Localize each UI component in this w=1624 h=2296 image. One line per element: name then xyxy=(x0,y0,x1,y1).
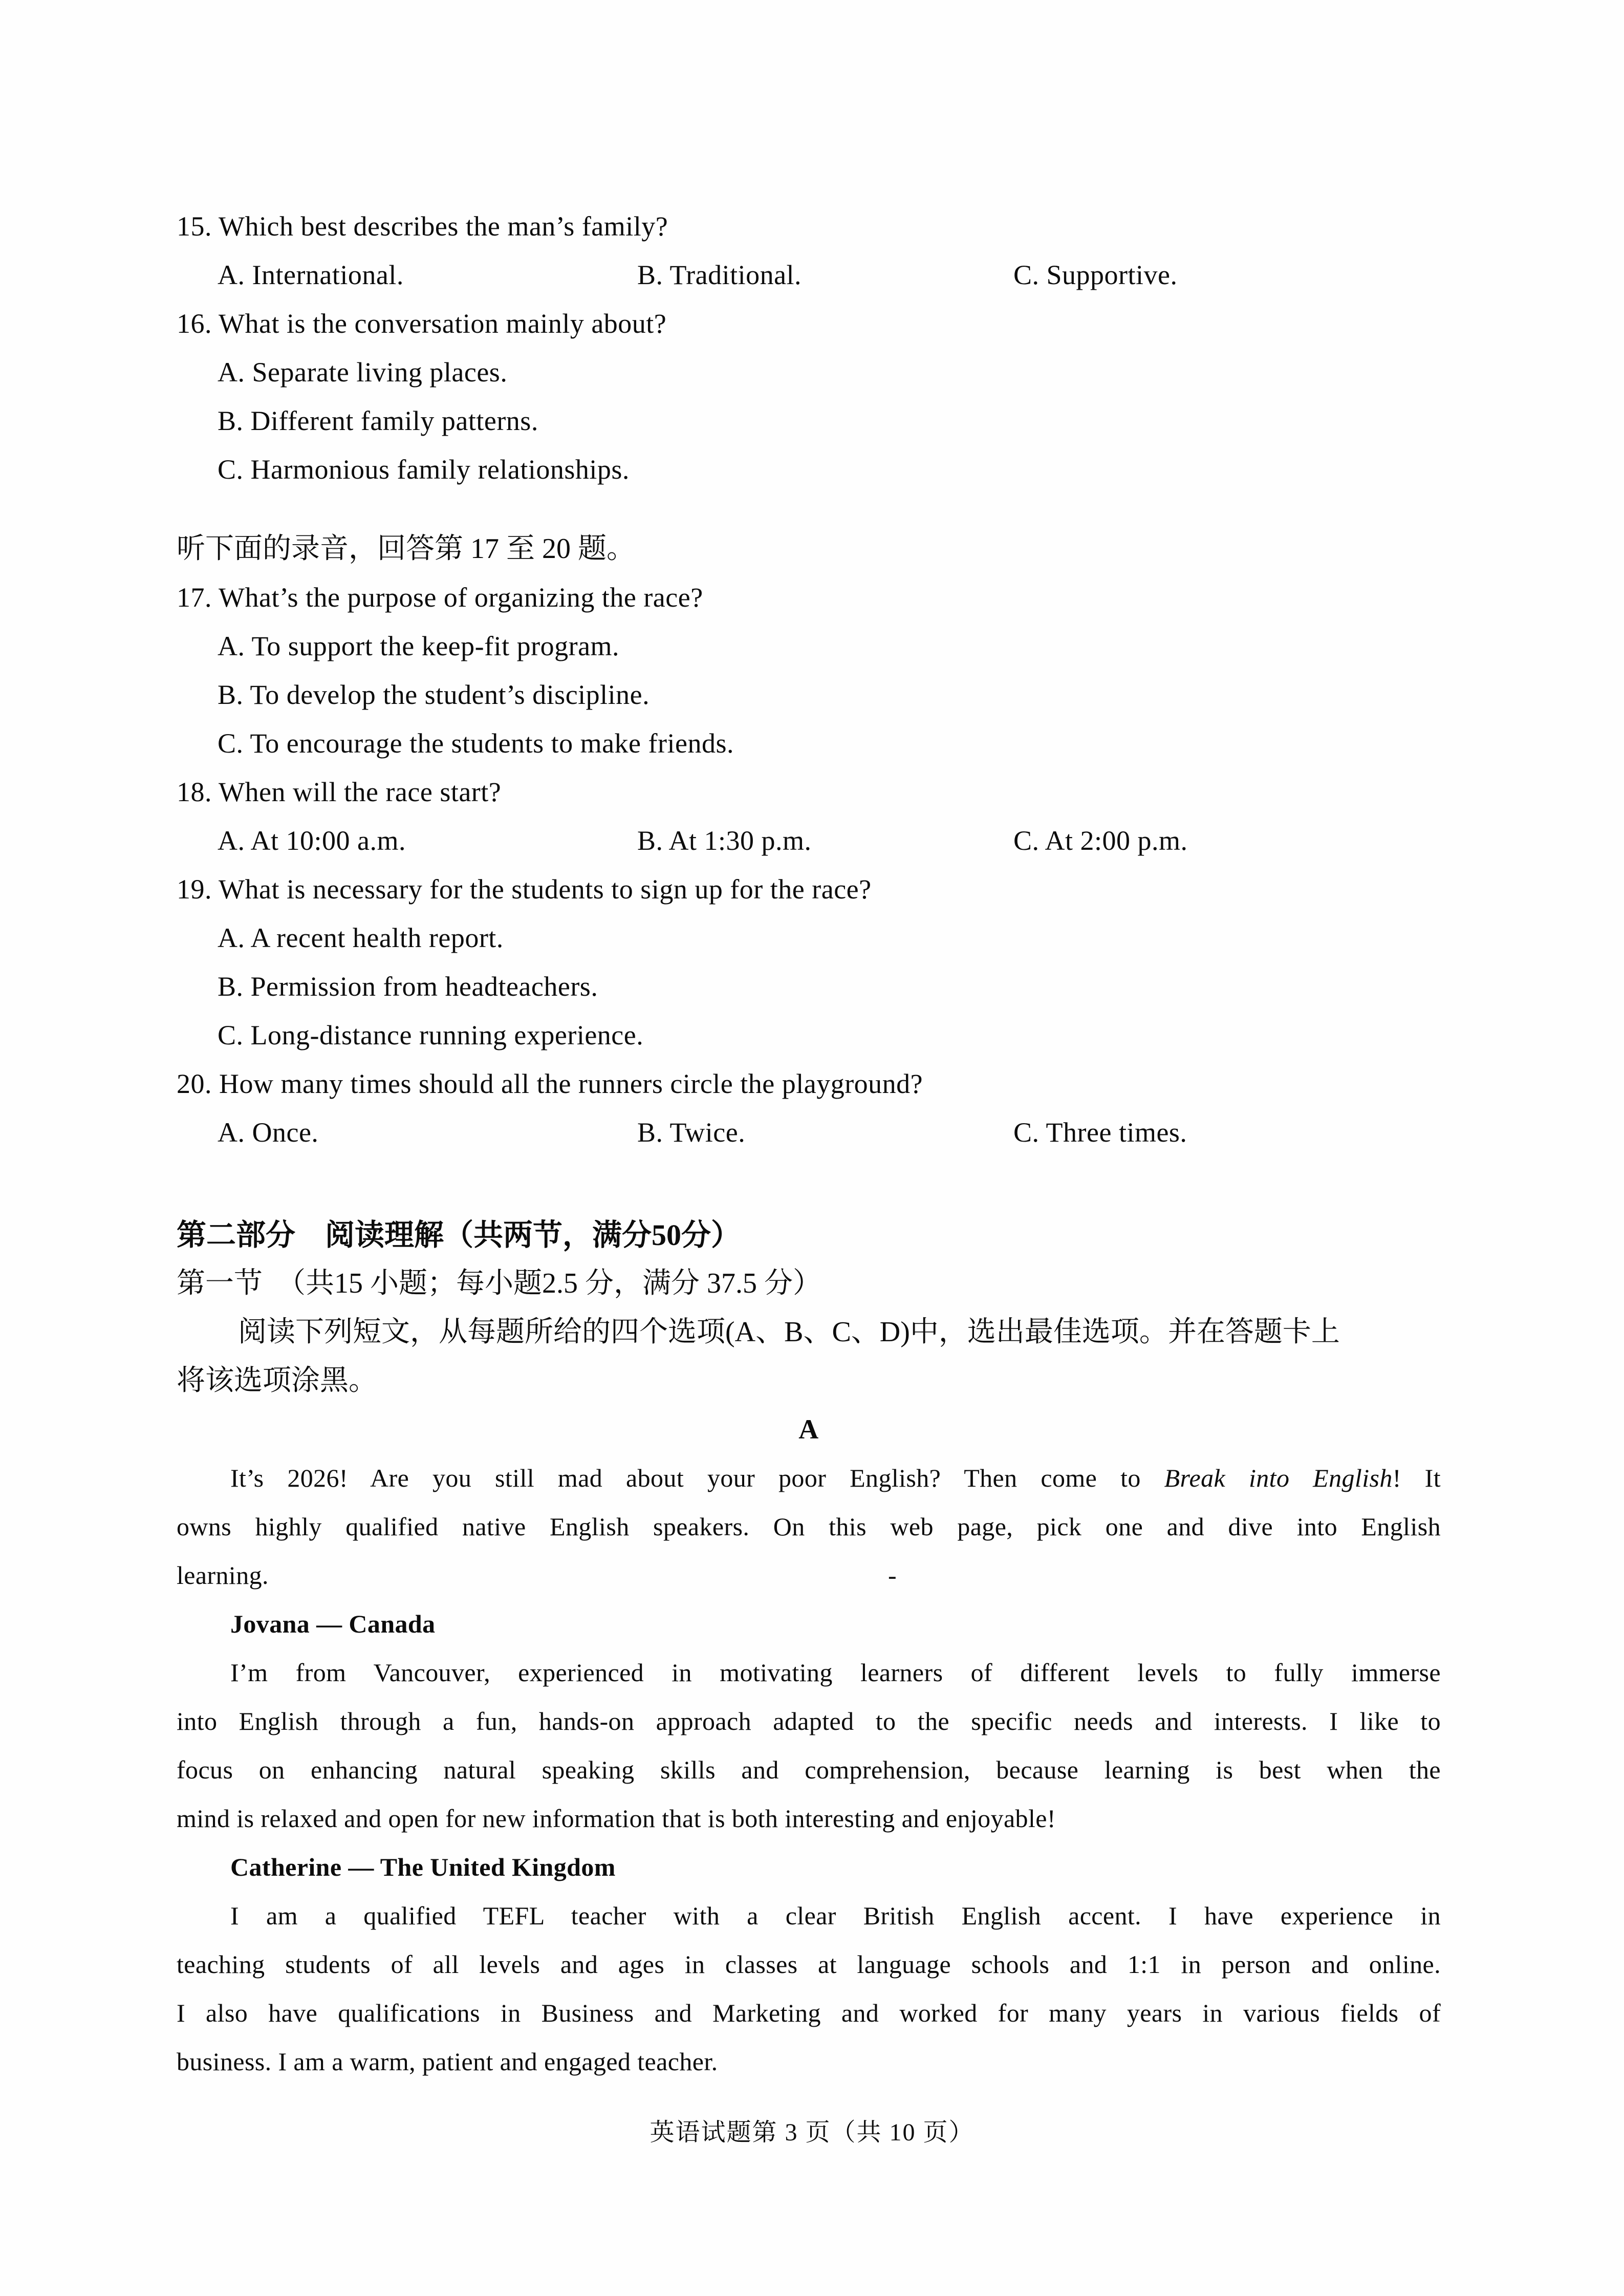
reading-instructions-line2: 将该选项涂黑。 xyxy=(177,1365,377,1397)
question-18-option-b: B. At 1:30 p.m. xyxy=(637,825,812,856)
question-20: 20. How many times should all the runners circle the playground? xyxy=(177,1068,923,1099)
passage-a-intro-line1 xyxy=(177,1454,1441,1503)
question-15: 15. Which best describes the man’s family? xyxy=(177,211,668,242)
question-19-option-c: C. Long-distance running experience. xyxy=(218,1020,644,1050)
section1-header: 第一节 （共15 小题；每小题2.5 分，满分 37.5 分） xyxy=(177,1268,821,1299)
question-19-option-a: A. A recent health report. xyxy=(218,922,504,953)
question-16-option-b: B. Different family patterns. xyxy=(218,405,538,436)
part2-header: 第二部分 阅读理解（共两节，满分50分） xyxy=(177,1218,741,1252)
catherine-line2: teaching students of all levels and ages in classes at language schools and 1:1 in person and online. xyxy=(177,1950,1441,1979)
question-16: 16. What is the conversation mainly about? xyxy=(177,308,667,339)
passage-a-title: A xyxy=(798,1414,819,1445)
jovana-line2: into English through a fun, hands-on approach adapted to the specific needs and interests. I like to xyxy=(177,1707,1441,1735)
passage-a-intro-line1-post: ! It xyxy=(1392,1464,1441,1492)
catherine-line3: I also have qualifications in Business and Marketing and worked for many years in various fields of xyxy=(177,1999,1441,2027)
passage-a-intro-line1-italic: Break into English xyxy=(1164,1464,1393,1492)
jovana-heading: Jovana — Canada xyxy=(230,1610,436,1638)
passage-a-intro-line3-text: learning. xyxy=(177,1561,269,1590)
page-footer: 英语试题第 3 页（共 10 页） xyxy=(649,2119,975,2146)
question-17-option-a: A. To support the keep-fit program. xyxy=(218,631,620,661)
question-15-options xyxy=(177,251,1441,299)
question-17-option-b: B. To develop the student’s discipline. xyxy=(218,679,650,710)
passage-a-intro-line2: owns highly qualified native English speakers. On this web page, pick one and dive into English xyxy=(177,1512,1441,1541)
question-15-option-a: A. International. xyxy=(218,260,404,290)
question-15-option-c: C. Supportive. xyxy=(1013,260,1178,290)
question-20-option-b: B. Twice. xyxy=(637,1117,746,1148)
passage-a-intro-line3 xyxy=(177,1551,1441,1600)
reading-instructions-line1: 阅读下列短文，从每题所给的四个选项(A、B、C、D)中，选出最佳选项。并在答题卡上 xyxy=(238,1316,1340,1348)
question-18: 18. When will the race start? xyxy=(177,777,502,807)
question-18-options xyxy=(177,817,1441,865)
question-18-option-a: A. At 10:00 a.m. xyxy=(218,825,406,856)
catherine-heading: Catherine — The United Kingdom xyxy=(230,1853,616,1881)
question-15-option-b: B. Traditional. xyxy=(637,260,802,290)
passage-a-intro-line1-pre: It’s 2026! Are you still mad about your poor English? Then come to xyxy=(230,1464,1164,1492)
question-19: 19. What is necessary for the students to sign up for the race? xyxy=(177,874,872,905)
question-18-option-c: C. At 2:00 p.m. xyxy=(1013,825,1188,856)
page-content xyxy=(177,202,1441,2086)
scan-artifact-dash: - xyxy=(888,1561,897,1590)
question-16-option-c: C. Harmonious family relationships. xyxy=(218,454,630,485)
catherine-line4: business. I am a warm, patient and engaged teacher. xyxy=(177,2047,718,2076)
question-17-option-c: C. To encourage the students to make friends. xyxy=(218,728,734,759)
question-19-option-b: B. Permission from headteachers. xyxy=(218,971,598,1002)
question-20-option-c: C. Three times. xyxy=(1013,1117,1187,1148)
catherine-line1: I am a qualified TEFL teacher with a clear British English accent. I have experience in xyxy=(230,1901,1441,1930)
question-17: 17. What’s the purpose of organizing the race? xyxy=(177,582,703,613)
listening-direction-17-20: 听下面的录音，回答第 17 至 20 题。 xyxy=(177,533,635,565)
jovana-line4: mind is relaxed and open for new information that is both interesting and enjoyable! xyxy=(177,1804,1056,1833)
jovana-line3: focus on enhancing natural speaking skills and comprehension, because learning is best when the xyxy=(177,1755,1441,1784)
question-16-option-a: A. Separate living places. xyxy=(218,357,508,388)
jovana-line1: I’m from Vancouver, experienced in motivating learners of different levels to fully immerse xyxy=(230,1658,1441,1687)
question-20-option-a: A. Once. xyxy=(218,1117,319,1148)
question-20-options xyxy=(177,1108,1441,1157)
